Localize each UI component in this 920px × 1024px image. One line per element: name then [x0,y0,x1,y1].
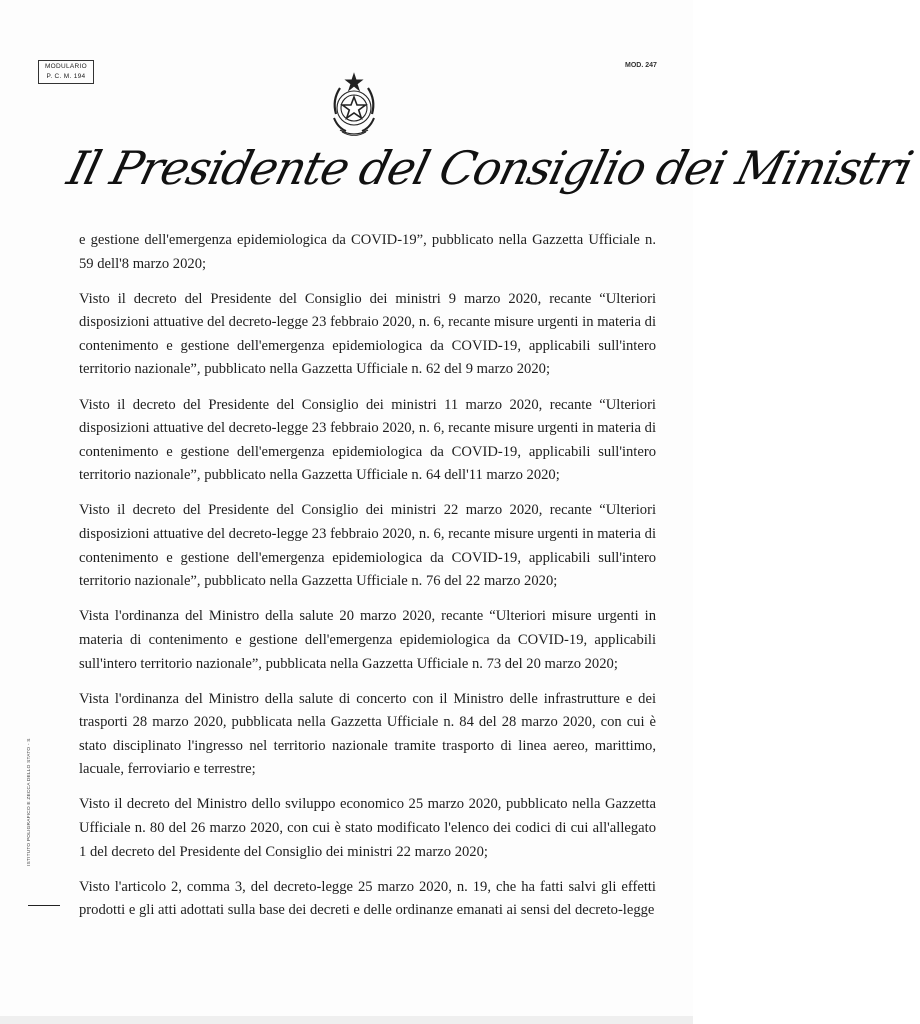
paragraph: Vista l'ordinanza del Ministro della salute di concerto con il Ministro delle infrastrutture e dei trasporti 28 marzo 2020, pubblicata nella Gazzetta Ufficiale n. 84 del 28 marzo 2020, con cui è stato disciplinato l'ingresso nel territorio nazionale tramite trasporto di linea aereo, marittimo, lacuale, ferroviario e terrestre; [79,690,656,778]
paragraph: Visto l'articolo 2, comma 3, del decreto-legge 25 marzo 2020, n. 19, che ha fatti salvi gli effetti prodotti e gli atti adottati sulla base dei decreti e delle ordinanze emanati ai sensi del decreto-legge [79,878,656,919]
modulario-box [38,60,94,84]
paragraph: e gestione dell'emergenza epidemiologica da COVID-19”, pubblicato nella Gazzetta Ufficiale n. 59 dell'8 marzo 2020; [79,232,656,272]
modulario-label: MODULARIO [44,63,88,70]
modulario-code: P. C. M. 194 [46,73,86,80]
paragraph: Visto il decreto del Presidente del Consiglio dei ministri 9 marzo 2020, recante “Ulteriori disposizioni attuative del decreto-legge 23 febbraio 2020, n. 6, recante misure urgenti in materia di contenimento e gestione dell'emergenza epidemiologica da COVID-19, applicabili sull'intero territorio nazionale”, pubblicato nella Gazzetta Ufficiale n. 62 del 9 marzo 2020; [79,290,656,378]
paragraph: Visto il decreto del Presidente del Consiglio dei ministri 22 marzo 2020, recante “Ulteriori disposizioni attuative del decreto-legge 23 febbraio 2020, n. 6, recante misure urgenti in materia di contenimento e gestione dell'emergenza epidemiologica da COVID-19, applicabili sull'intero territorio nazionale”, pubblicato nella Gazzetta Ufficiale n. 76 del 22 marzo 2020; [79,502,656,590]
italian-emblem-icon [326,70,382,140]
letterhead-title: Il Presidente del Consiglio dei Ministri [62,141,918,195]
margin-mark [28,905,60,906]
page-bottom-edge [0,1016,693,1024]
document-body [79,229,656,934]
paragraph: Vista l'ordinanza del Ministro della salute 20 marzo 2020, recante “Ulteriori misure urgenti in materia di contenimento e gestione dell'emergenza epidemiologica da COVID-19, applicabili sull'intero territorio nazionale”, pubblicata nella Gazzetta Ufficiale n. 73 del 20 marzo 2020; [79,608,656,672]
paragraph: Visto il decreto del Presidente del Consiglio dei ministri 11 marzo 2020, recante “Ulteriori disposizioni attuative del decreto-legge 23 febbraio 2020, n. 6, recante misure urgenti in materia di contenimento e gestione dell'emergenza epidemiologica da COVID-19, applicabili sull'intero territorio nazionale”, pubblicato nella Gazzetta Ufficiale n. 64 dell'11 marzo 2020; [79,396,656,484]
mod-code: MOD. 247 [625,62,657,69]
paragraph: Visto il decreto del Ministro dello sviluppo economico 25 marzo 2020, pubblicato nella Gazzetta Ufficiale n. 80 del 26 marzo 2020, con cui è stato modificato l'elenco dei codici di cui all'allegato 1 del decreto del Presidente del Consiglio dei ministri 22 marzo 2020; [79,796,656,860]
printer-side-note: ISTITUTO POLIGRAFICO E ZECCA DELLO STATO - S [27,738,32,866]
